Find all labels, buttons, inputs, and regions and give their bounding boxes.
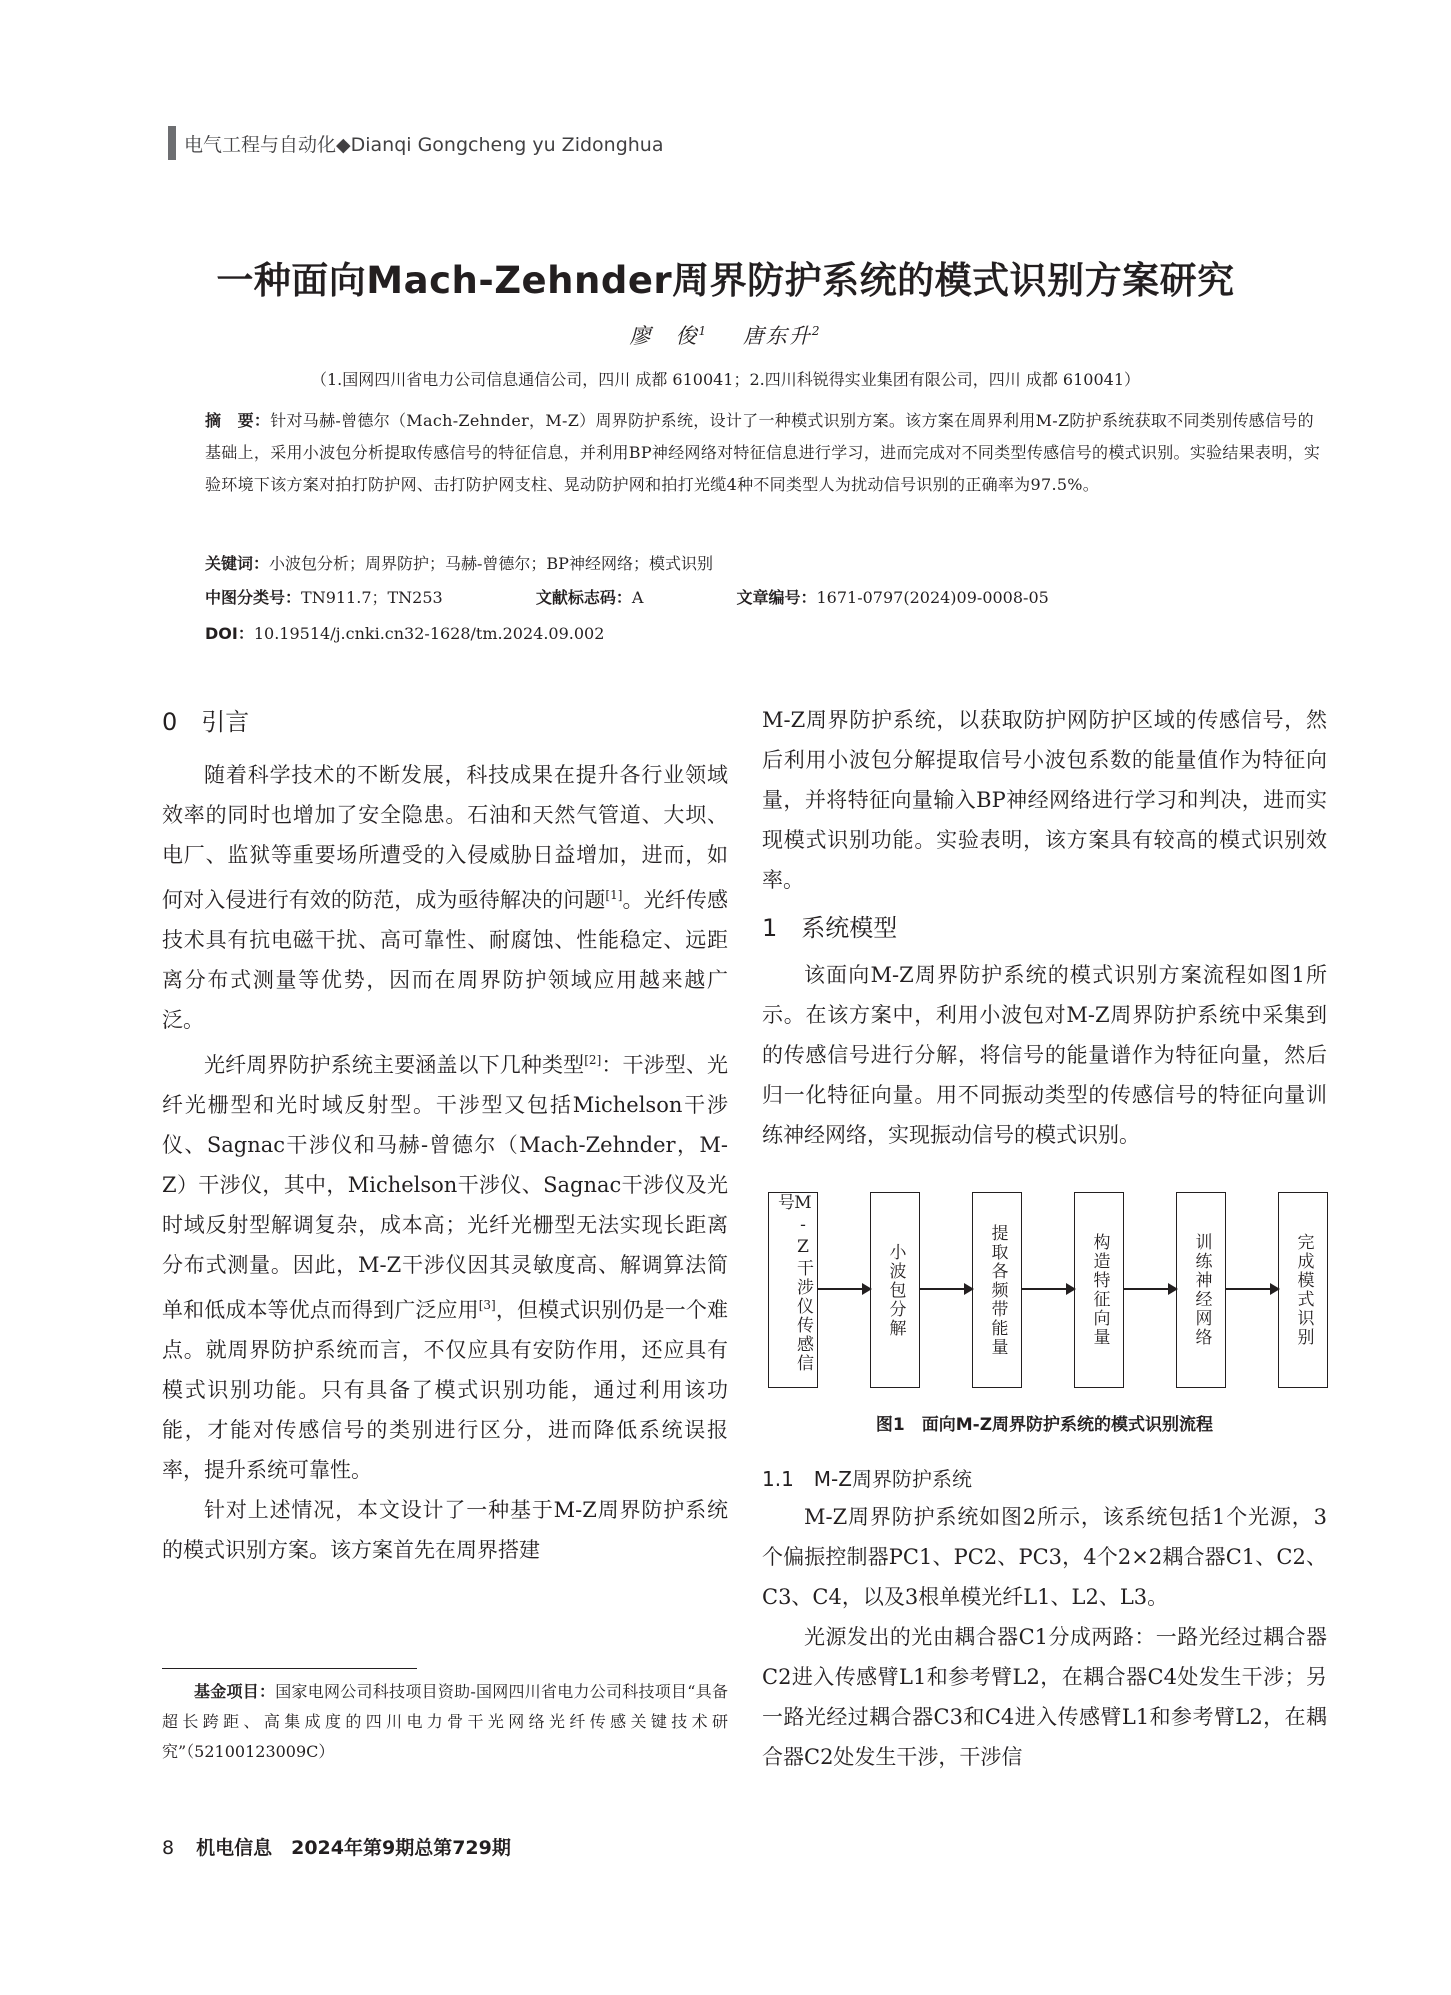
authors — [0, 320, 1451, 350]
flow-arrow — [1226, 1288, 1278, 1290]
section-1-1-heading: 1.1 M-Z周界防护系统 — [762, 1467, 972, 1491]
clc-value: TN911.7；TN253 — [301, 588, 443, 607]
header-bar — [168, 126, 176, 160]
art-label: 文章编号： — [736, 588, 817, 607]
flow-box-wavelet-decompose: 小波包分解 — [870, 1192, 920, 1388]
paragraph: M-Z周界防护系统如图2所示，该系统包括1个光源，3个偏振控制器PC1、PC2、PC3，4个2×2耦合器C1、C2、C3、C4，以及3根单模光纤L1、L2、L3。 — [762, 1505, 1327, 1609]
journal-issue: 机电信息 2024年第9期总第729期 — [196, 1837, 511, 1859]
clc-label: 中图分类号： — [205, 588, 302, 607]
flow-arrow — [920, 1288, 972, 1290]
keywords-label: 关键词： — [205, 554, 270, 573]
section-1-body — [762, 955, 1327, 1155]
doi-text: 10.19514/j.cnki.cn32-1628/tm.2024.09.002 — [253, 624, 605, 643]
doc-value: A — [631, 588, 644, 607]
citation: [3] — [478, 1298, 496, 1312]
doi — [205, 618, 1330, 650]
flow-box-extract-energy: 提取各频带能量 — [972, 1192, 1022, 1388]
author-1-sup: 1 — [698, 324, 709, 338]
paragraph: M-Z周界防护系统，以获取防护网防护区域的传感信号，然后利用小波包分解提取信号小波包系数的能量值作为特征向量，并将特征向量输入BP神经网络进行学习和判决，进而实现模式识别功能。实验表明，该方案具有较高的模式识别效率。 — [762, 708, 1327, 892]
funding-footnote — [162, 1677, 728, 1767]
citation: [2] — [584, 1053, 602, 1067]
clc-number — [205, 588, 487, 607]
flow-arrow — [818, 1288, 870, 1290]
section-1-heading: 1 系统模型 — [762, 914, 898, 942]
page-number: 8 — [162, 1837, 175, 1859]
figure-1-caption: 图1 面向M-Z周界防护系统的模式识别流程 — [875, 1415, 1214, 1435]
left-column — [162, 755, 728, 1570]
flow-arrow — [1022, 1288, 1074, 1290]
flow-arrow — [1124, 1288, 1176, 1290]
running-header-text: 电气工程与自动化◆Dianqi Gongcheng yu Zidonghua — [184, 133, 664, 156]
classification-line — [205, 582, 1330, 614]
paper-title: 一种面向Mach-Zehnder周界防护系统的模式识别方案研究 — [216, 259, 1235, 302]
text-run: 。光纤传感技术具有抗电磁干扰、高可靠性、耐腐蚀、性能稳定、远距离分布式测量等优势，因而在周界防护领域应用越来越广泛。 — [162, 888, 728, 1032]
flow-box-sensor-signal: M-Z干涉仪传感信号 — [768, 1192, 818, 1388]
author-1: 廖 俊 — [629, 324, 699, 348]
section-1-1-body — [762, 1497, 1327, 1777]
text-run: ：干涉型、光纤光栅型和光时域反射型。干涉型又包括Michelson干涉仪、Sagnac干涉仪和马赫-曾德尔（Mach-Zehnder，M-Z）干涉仪，其中，Michelson干涉仪、Sagnac干涉仪及光时域反射型解调复杂，成本高；光纤光栅型无法实现长距离分布式测量。因此，M-Z干涉仪因其灵敏度高、解调算法简单和低成本等优点而得到广泛应用 — [162, 1053, 728, 1322]
flow-box-pattern-recognition: 完成模式识别 — [1278, 1192, 1328, 1388]
doi-label: DOI： — [205, 624, 254, 643]
paragraph — [162, 755, 728, 1040]
art-value: 1671-0797(2024)09-0008-05 — [816, 588, 1049, 607]
author-2: 唐东升 — [742, 324, 812, 348]
abstract — [205, 405, 1330, 501]
text-run: 光纤周界防护系统主要涵盖以下几种类型 — [204, 1053, 585, 1077]
abstract-label: 摘 要： — [205, 411, 271, 430]
right-column-continuation — [762, 700, 1327, 900]
article-number — [736, 588, 1092, 607]
paragraph — [162, 1040, 728, 1490]
author-2-sup: 2 — [811, 324, 822, 338]
running-header — [168, 126, 664, 160]
affiliation: （1.国网四川省电力公司信息通信公司，四川 成都 610041；2.四川科锐得实业集团有限公司，四川 成都 610041） — [310, 370, 1141, 389]
figure-1-flowchart — [768, 1192, 1328, 1392]
keywords — [205, 548, 1330, 580]
paragraph: 针对上述情况，本文设计了一种基于M-Z周界防护系统的模式识别方案。该方案首先在周界搭建 — [162, 1498, 728, 1562]
footnote-text: 国家电网公司科技项目资助-国网四川省电力公司科技项目“具备超长跨距、高集成度的四川电力骨干光网络光纤传感关键技术研究”（52100123009C） — [162, 1682, 728, 1761]
flow-box-feature-vector: 构造特征向量 — [1074, 1192, 1124, 1388]
paragraph: 光源发出的光由耦合器C1分成两路：一路光经过耦合器C2进入传感臂L1和参考臂L2，在耦合器C4处发生干涉；另一路光经过耦合器C3和C4进入传感臂L1和参考臂L2，在耦合器C2处发生干涉，干涉信 — [762, 1625, 1327, 1769]
abstract-text: 针对马赫-曾德尔（Mach-Zehnder，M-Z）周界防护系统，设计了一种模式识别方案。该方案在周界利用M-Z防护系统获取不同类别传感信号的基础上，采用小波包分析提取传感信号的特征信息，并利用BP神经网络对特征信息进行学习，进而完成对不同类型传感信号的模式识别。实验结果表明，实验环境下该方案对拍打防护网、击打防护网支柱、晃动防护网和拍打光缆4种不同类型人为扰动信号识别的正确率为97.5%。 — [205, 411, 1321, 494]
paragraph: 该面向M-Z周界防护系统的模式识别方案流程如图1所示。在该方案中，利用小波包对M-Z周界防护系统中采集到的传感信号进行分解，将信号的能量谱作为特征向量，然后归一化特征向量。用不同振动类型的传感信号的特征向量训练神经网络，实现振动信号的模式识别。 — [762, 963, 1327, 1147]
text-run: 随着科学技术的不断发展，科技成果在提升各行业领域效率的同时也增加了安全隐患。石油和天然气管道、大坝、电厂、监狱等重要场所遭受的入侵威胁日益增加，进而，如何对入侵进行有效的防范，成为亟待解决的问题 — [162, 763, 728, 912]
footnote-paragraph — [162, 1677, 728, 1767]
footnote-label: 基金项目： — [194, 1682, 276, 1701]
doc-code — [536, 588, 688, 607]
section-0-heading: 0 引言 — [162, 708, 250, 736]
citation: [1] — [605, 888, 623, 902]
doc-label: 文献标志码： — [535, 588, 632, 607]
footnote-rule — [162, 1668, 417, 1669]
flow-box-train-network: 训练神经网络 — [1176, 1192, 1226, 1388]
text-run: ，但模式识别仍是一个难点。就周界防护系统而言，不仅应具有安防作用，还应具有模式识别功能。只有具备了模式识别功能，通过利用该功能，才能对传感信号的类别进行区分，进而降低系统误报率，提升系统可靠性。 — [162, 1298, 729, 1482]
keywords-text: 小波包分析；周界防护；马赫-曾德尔；BP神经网络；模式识别 — [269, 554, 713, 573]
page-footer — [162, 1833, 511, 1860]
